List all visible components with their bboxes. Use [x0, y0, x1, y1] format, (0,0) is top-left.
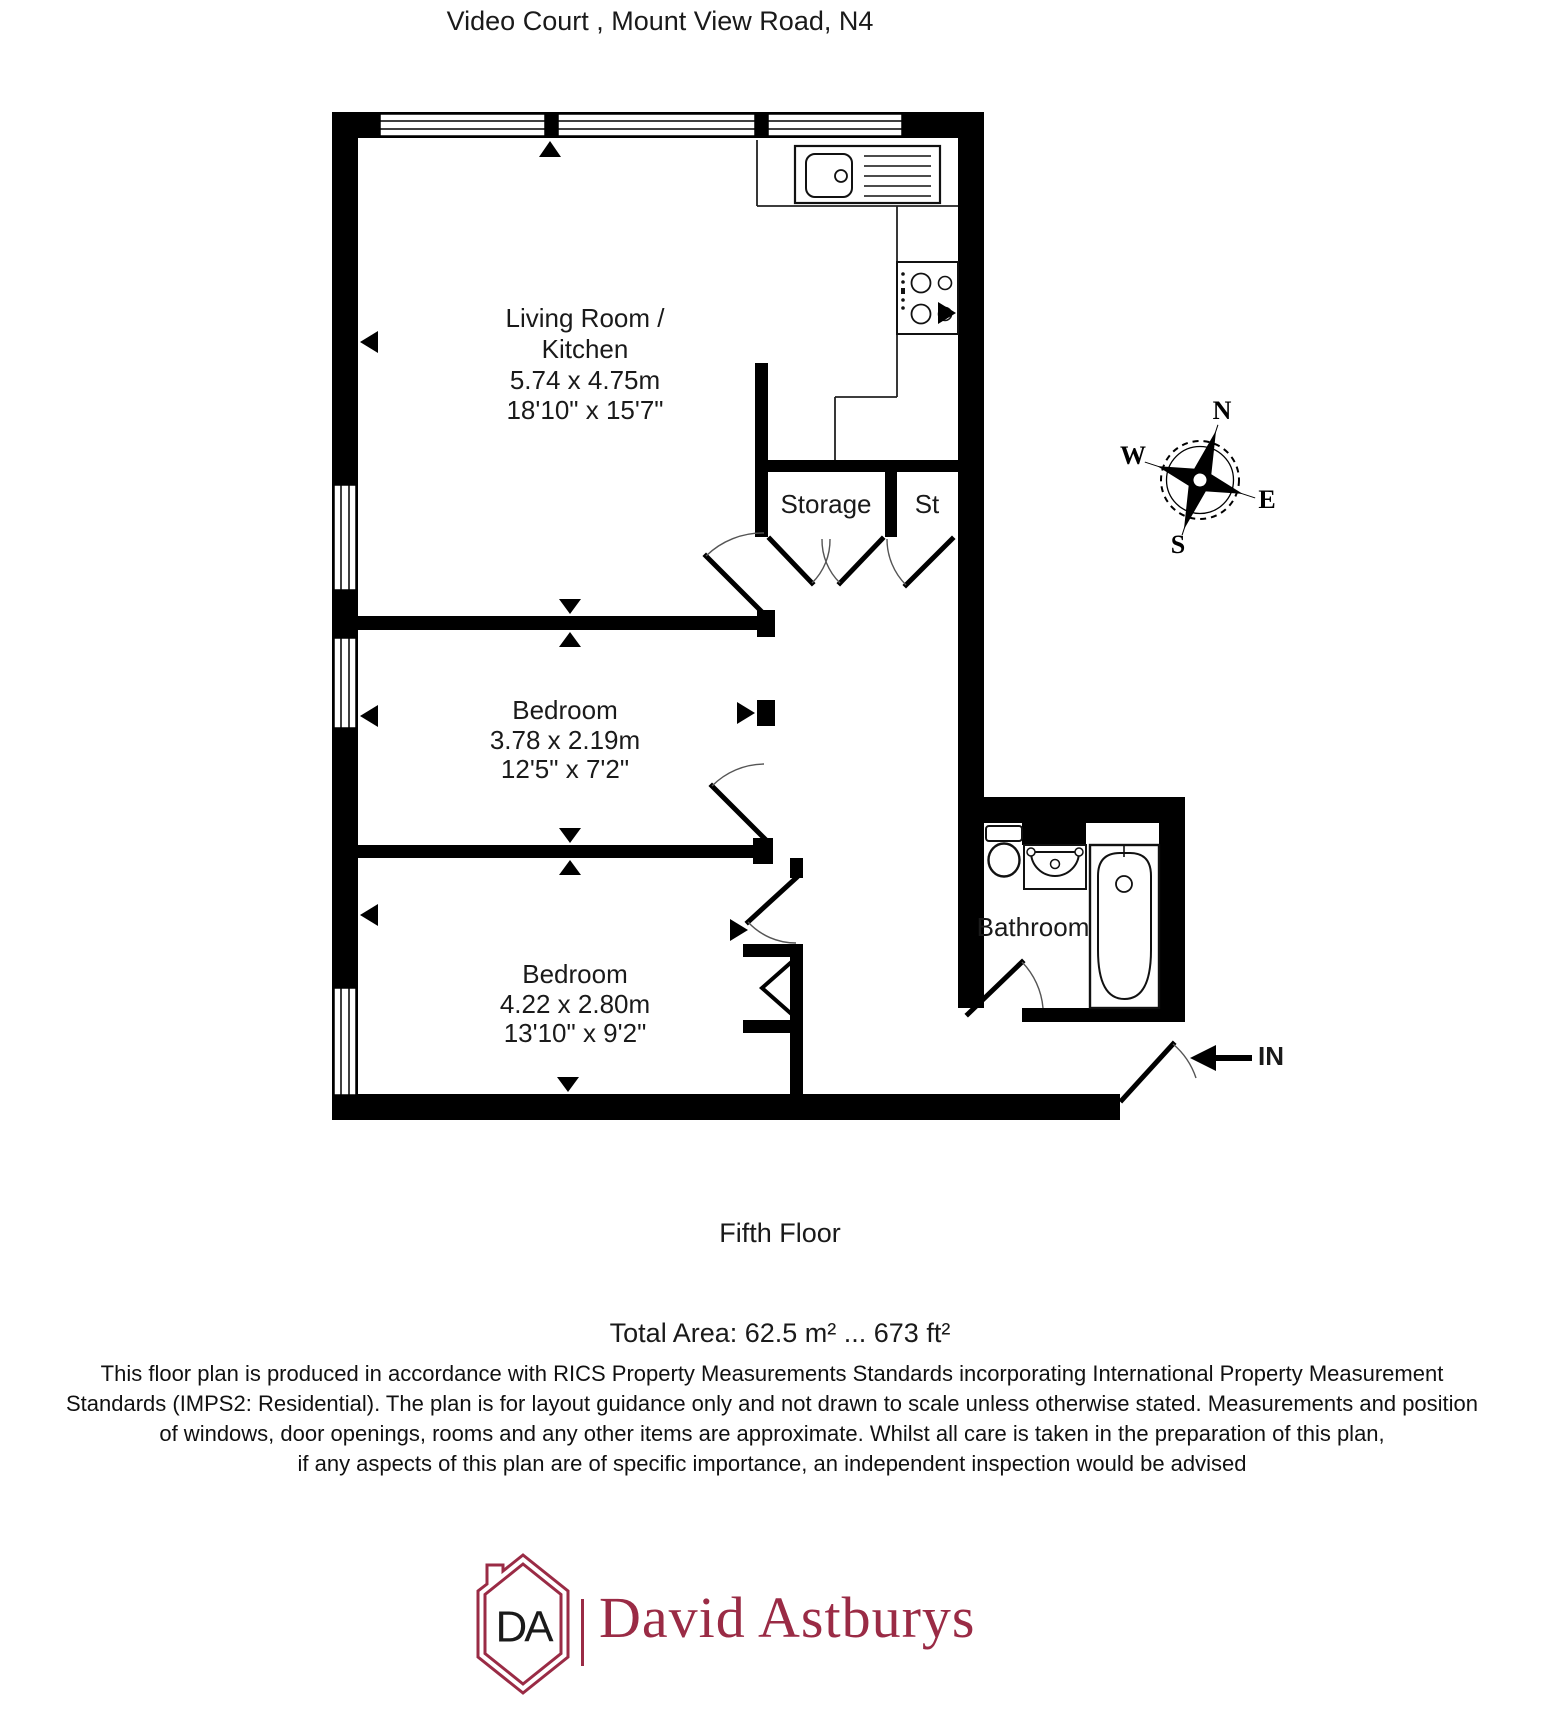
marker-triangle: [737, 702, 755, 724]
compass-west: W: [1120, 440, 1146, 470]
marker-triangle: [559, 860, 581, 875]
wall: [743, 944, 803, 957]
door-leaf: [840, 539, 882, 583]
brand-logo-mark: [473, 1550, 573, 1698]
marker-triangle: [360, 331, 378, 353]
compass-rose-icon: [1120, 396, 1276, 559]
wall: [1022, 1008, 1159, 1022]
door-arc: [887, 539, 906, 585]
door-leaf: [770, 539, 812, 583]
wall: [755, 460, 984, 472]
wall: [332, 1094, 1120, 1120]
disclaimer-line: This floor plan is produced in accordance with RICS Property Measurements Standards incorporating International Property Measurement: [100, 1361, 1444, 1386]
windows: [334, 114, 902, 1095]
window: [334, 485, 356, 590]
wall: [757, 700, 775, 726]
door-arc: [748, 922, 796, 943]
wall: [743, 1020, 803, 1033]
compass-east: E: [1258, 484, 1276, 514]
room-label-storage: Storage: [780, 488, 872, 519]
toilet-icon: [986, 826, 1022, 877]
door-arc: [1173, 1044, 1196, 1078]
room-size-imperial: 18'10" x 15'7": [506, 394, 664, 425]
brand-logo: [473, 1550, 573, 1703]
wall: [755, 363, 768, 537]
door-arc: [712, 764, 764, 786]
duct: [1022, 823, 1086, 845]
marker-triangle: [360, 904, 378, 926]
window: [334, 638, 356, 728]
wall: [358, 845, 753, 858]
window: [768, 114, 902, 136]
room-size-imperial: 12'5" x 7'2": [500, 753, 630, 784]
walls: [332, 112, 1185, 1120]
room-label-living: Living Room /: [505, 302, 665, 333]
room-size-metric: 3.78 x 2.19m: [489, 724, 641, 755]
compass-north: N: [1212, 395, 1232, 425]
disclaimer-line: of windows, door openings, rooms and any other items are approximate. Whilst all care is taken in the preparation of this plan,: [159, 1421, 1385, 1446]
window: [380, 114, 545, 136]
room-size-metric: 5.74 x 4.75m: [509, 364, 661, 395]
room-label-bathroom: Bathroom: [976, 911, 1090, 942]
door-arc: [812, 539, 830, 583]
basin-icon: [1024, 845, 1086, 889]
brand-initials: DA: [495, 1602, 551, 1652]
disclaimer: [0, 1359, 1544, 1479]
window: [334, 988, 356, 1095]
entry-label: IN: [1258, 1040, 1284, 1071]
floor-label: Fifth Floor: [719, 1218, 841, 1248]
wall: [332, 112, 358, 1120]
hob-icon: [897, 262, 958, 334]
door-leaf: [1122, 1044, 1173, 1100]
wall: [753, 838, 773, 864]
wall: [790, 957, 803, 1020]
total-area: Total Area: 62.5 m² ... 673 ft²: [609, 1318, 951, 1348]
bathtub-icon: [1090, 845, 1159, 1008]
brand-name: David Astburys: [599, 1585, 976, 1650]
door-leaf: [748, 878, 796, 922]
disclaimer-line: if any aspects of this plan are of specific importance, an independent inspection would be advised: [297, 1451, 1247, 1476]
room-label-bedroom1: Bedroom: [512, 694, 618, 725]
room-label-living: Kitchen: [541, 333, 629, 364]
marker-triangle: [559, 632, 581, 647]
disclaimer-line: Standards (IMPS2: Residential). The plan is for layout guidance only and not drawn to scale unless otherwise stated. Measurements and position: [65, 1391, 1479, 1416]
page-title: Video Court , Mount View Road, N4: [446, 6, 874, 36]
wall: [790, 1033, 803, 1094]
marker-triangle: [360, 705, 378, 727]
marker-triangle: [557, 1077, 579, 1092]
room-size-metric: 4.22 x 2.80m: [499, 988, 651, 1019]
wall: [358, 616, 757, 630]
marker-triangle: [559, 599, 581, 614]
marker-triangle: [559, 828, 581, 843]
brand-divider: [581, 1599, 584, 1666]
wall: [958, 797, 1185, 823]
door-leaf: [906, 539, 952, 585]
wall: [958, 112, 984, 1008]
room-size-imperial: 13'10" x 9'2": [503, 1017, 647, 1048]
kitchen-sink-icon: [795, 146, 940, 203]
door-arc: [822, 539, 840, 583]
door-leaf: [706, 556, 764, 614]
room-label-cupboard: St: [914, 488, 940, 519]
compass-south: S: [1170, 529, 1186, 559]
door-arc: [1022, 962, 1043, 1008]
room-label-bedroom2: Bedroom: [522, 958, 628, 989]
wall: [1159, 797, 1185, 1022]
door-leaf: [712, 786, 764, 838]
window: [558, 114, 755, 136]
wall: [885, 472, 897, 537]
entry-arrow-icon: [1190, 1041, 1284, 1071]
marker-triangle: [539, 141, 561, 157]
